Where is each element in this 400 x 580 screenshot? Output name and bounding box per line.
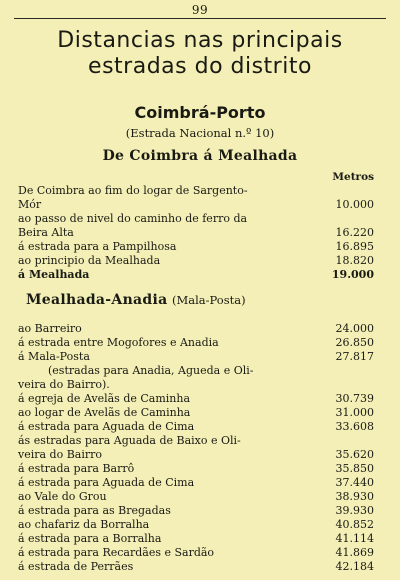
title-line-2: estradas do distrito xyxy=(88,54,312,79)
row-value: 18.820 xyxy=(335,254,374,267)
table-row xyxy=(18,212,374,226)
section2-note: (Mala-Posta) xyxy=(171,293,246,307)
row-value: 35.850 xyxy=(335,462,374,475)
table-row xyxy=(18,392,374,406)
page-number: 99 xyxy=(191,3,209,17)
page-title xyxy=(0,28,400,80)
row-label: ao principio da Mealhada xyxy=(18,254,161,267)
row-value: 35.620 xyxy=(335,448,374,461)
table-row xyxy=(18,434,374,448)
row-value: 41.114 xyxy=(335,532,374,545)
row-value: 39.930 xyxy=(335,504,374,517)
row-label: ao Barreiro xyxy=(18,322,82,335)
row-label: á estrada de Perrães xyxy=(18,560,134,573)
row-label: ao logar de Avelãs de Caminha xyxy=(18,406,191,419)
row-value: 41.869 xyxy=(335,546,374,559)
row-label: á egreja de Avelãs de Caminha xyxy=(18,392,191,405)
row-value: 16.895 xyxy=(335,240,374,253)
row-label: á Mealhada xyxy=(18,268,90,281)
row-value: 33.608 xyxy=(335,420,374,433)
table-row xyxy=(18,546,374,560)
table-row xyxy=(18,240,374,254)
row-label: (estradas para Anadia, Agueda e Oli- xyxy=(48,364,254,377)
row-label: veira do Bairro). xyxy=(18,378,110,391)
row-label: á estrada para as Bregadas xyxy=(18,504,171,517)
table-row xyxy=(18,532,374,546)
row-label: á estrada para Recardães e Sardão xyxy=(18,546,215,559)
table-row xyxy=(18,336,374,350)
row-value: 27.817 xyxy=(335,350,374,363)
table-row xyxy=(18,448,374,462)
row-label: á estrada para Aguada de Cima xyxy=(18,476,195,489)
section1-heading: De Coimbra á Mealhada xyxy=(102,148,298,164)
row-value: 40.852 xyxy=(335,518,374,531)
route-title: Coimbrá-Porto xyxy=(134,103,266,122)
section2-title: Mealhada-Anadia xyxy=(26,292,168,308)
row-value: 26.850 xyxy=(335,336,374,349)
table-row xyxy=(18,504,374,518)
route-subtitle: (Estrada Nacional n.º 10) xyxy=(125,126,275,140)
table-row xyxy=(18,254,374,268)
row-value: 30.739 xyxy=(335,392,374,405)
row-label: ao chafariz da Borralha xyxy=(18,518,150,531)
row-label: á Mala-Posta xyxy=(18,350,90,363)
row-label: ao Vale do Grou xyxy=(18,490,107,503)
table-row xyxy=(18,518,374,532)
row-label: á estrada para a Borralha xyxy=(18,532,162,545)
row-label: á estrada para a Pampilhosa xyxy=(18,240,177,253)
row-value: 10.000 xyxy=(335,198,374,211)
metros-column-header: Metros xyxy=(332,171,374,183)
row-label: veira do Bairro xyxy=(18,448,103,461)
row-value: 19.000 xyxy=(331,268,374,281)
row-value: 37.440 xyxy=(335,476,374,489)
table-row xyxy=(18,184,374,198)
row-label: á estrada entre Mogofores e Anadia xyxy=(18,336,219,349)
row-label: De Coimbra ao fim do logar de Sargento- xyxy=(18,184,248,197)
table-row-note xyxy=(18,378,374,392)
table-row xyxy=(18,560,374,574)
table-row xyxy=(18,490,374,504)
header-rule xyxy=(14,18,386,19)
row-label: Mór xyxy=(18,198,42,211)
row-value: 42.184 xyxy=(335,560,374,573)
table-row-total xyxy=(18,268,374,282)
table-row-note xyxy=(18,364,374,378)
title-line-1: Distancias nas principais xyxy=(57,28,343,53)
row-label: á estrada para Barrô xyxy=(18,462,135,475)
table-row xyxy=(18,350,374,364)
section2-heading xyxy=(26,292,246,308)
row-value: 31.000 xyxy=(335,406,374,419)
table-row xyxy=(18,198,374,212)
row-label: Beira Alta xyxy=(18,226,74,239)
row-label: ás estradas para Aguada de Baixo e Oli- xyxy=(18,434,241,447)
table-row xyxy=(18,476,374,490)
table-row xyxy=(18,322,374,336)
table-row xyxy=(18,406,374,420)
table-row xyxy=(18,226,374,240)
row-label: ao passo de nivel do caminho de ferro da xyxy=(18,212,248,225)
row-value: 16.220 xyxy=(335,226,374,239)
row-value: 24.000 xyxy=(335,322,374,335)
row-label: á estrada para Aguada de Cima xyxy=(18,420,195,433)
table-row xyxy=(18,420,374,434)
row-value: 38.930 xyxy=(335,490,374,503)
table-row xyxy=(18,462,374,476)
